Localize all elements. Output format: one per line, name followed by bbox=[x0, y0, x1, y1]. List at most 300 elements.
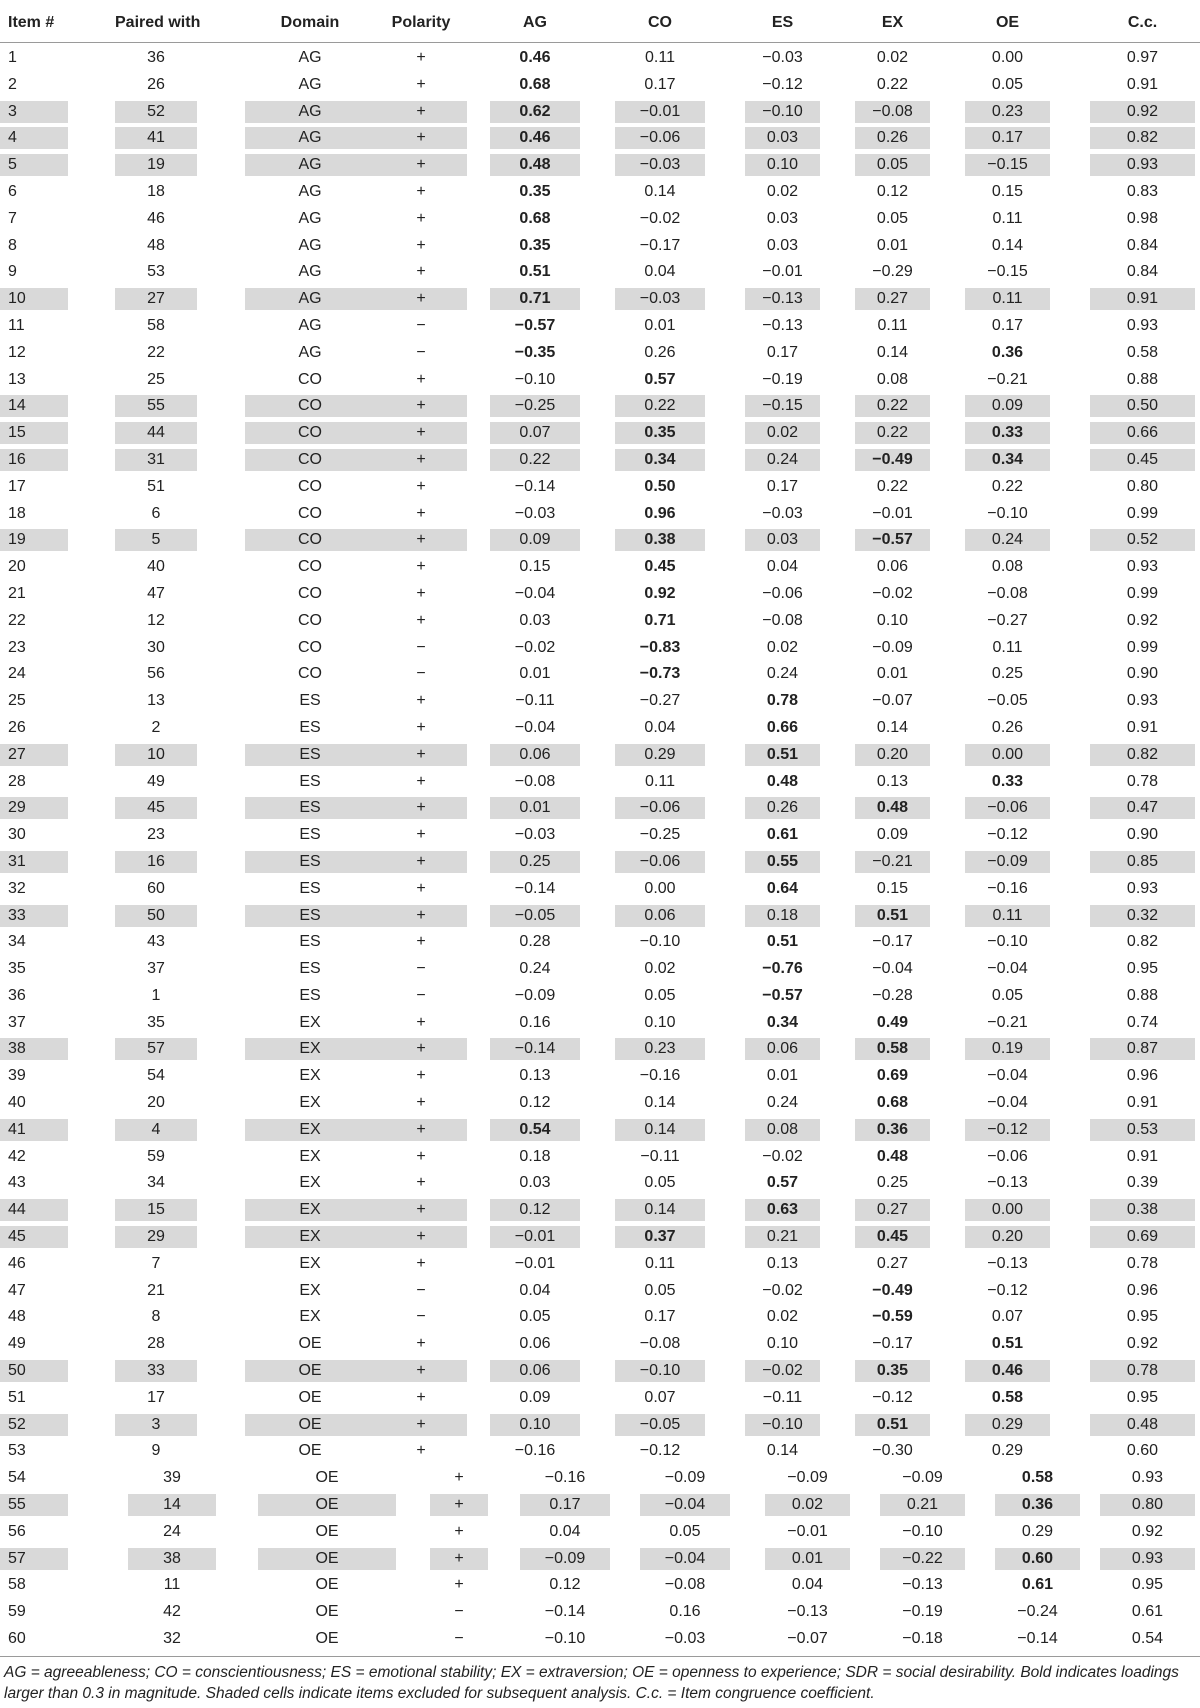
cell-es: −0.06 bbox=[762, 584, 803, 602]
cell-co: 0.92 bbox=[644, 584, 676, 602]
cell-domain: OE bbox=[245, 1414, 375, 1436]
cell-paired: 47 bbox=[147, 584, 165, 602]
cell-item: 58 bbox=[8, 1576, 26, 1594]
cell-oe: 0.33 bbox=[965, 422, 1050, 444]
cell-ex: 0.11 bbox=[877, 316, 908, 334]
cell-domain: EX bbox=[245, 1119, 375, 1141]
cell-polarity: + bbox=[416, 611, 426, 629]
table-row bbox=[0, 1490, 1200, 1517]
cell-co: −0.17 bbox=[639, 236, 681, 254]
cell-item: 24 bbox=[8, 665, 26, 683]
cell-domain: AG bbox=[298, 236, 322, 254]
cell-oe: −0.09 bbox=[965, 851, 1050, 873]
cell-domain: AG bbox=[298, 209, 322, 227]
cell-ex: 0.14 bbox=[876, 343, 909, 361]
cell-item: 37 bbox=[8, 1013, 26, 1031]
cell-paired: 41 bbox=[115, 127, 197, 149]
cell-ag: −0.09 bbox=[514, 986, 556, 1004]
cell-ag: −0.10 bbox=[514, 370, 556, 388]
cell-ex: 0.68 bbox=[876, 1094, 909, 1112]
cell-ag: 0.09 bbox=[519, 1388, 551, 1406]
cell-polarity: + bbox=[416, 370, 426, 388]
table-row bbox=[0, 1517, 1200, 1544]
cell-item: 9 bbox=[8, 263, 17, 281]
cell-cc: 0.38 bbox=[1090, 1199, 1195, 1221]
cell-oe: 0.22 bbox=[991, 477, 1024, 495]
cell-item: 5 bbox=[0, 154, 68, 176]
cell-cc: 0.60 bbox=[1126, 1442, 1159, 1460]
cell-oe: −0.15 bbox=[987, 263, 1028, 281]
cell-ag: 0.62 bbox=[490, 101, 580, 123]
header-item: Item # bbox=[8, 14, 55, 31]
cell-item: 18 bbox=[8, 504, 26, 522]
cell-ag: −0.05 bbox=[490, 905, 580, 927]
cell-ex: −0.28 bbox=[872, 986, 913, 1004]
cell-domain: AG bbox=[245, 127, 375, 149]
cell-ex: −0.30 bbox=[872, 1442, 913, 1460]
cell-es: −0.11 bbox=[762, 1388, 803, 1406]
cell-cc: 0.99 bbox=[1126, 504, 1159, 522]
cell-ag: −0.03 bbox=[514, 504, 556, 522]
cell-cc: 0.85 bbox=[1090, 851, 1195, 873]
cell-es: −0.13 bbox=[762, 316, 803, 334]
table-row bbox=[0, 97, 1200, 124]
cell-oe: −0.10 bbox=[987, 933, 1028, 951]
cell-co: 0.14 bbox=[644, 182, 676, 200]
cell-domain: OE bbox=[315, 1522, 339, 1540]
cell-paired: 59 bbox=[147, 1147, 165, 1165]
cell-polarity: − bbox=[454, 1630, 464, 1648]
cell-co: 0.96 bbox=[644, 504, 676, 522]
cell-cc: 0.45 bbox=[1090, 449, 1195, 471]
cell-paired: 56 bbox=[147, 665, 165, 683]
cell-co: 0.04 bbox=[644, 263, 676, 281]
cell-item: 59 bbox=[8, 1603, 26, 1621]
cell-paired: 52 bbox=[115, 101, 197, 123]
table-row bbox=[0, 70, 1200, 97]
cell-co: −0.03 bbox=[615, 154, 705, 176]
cell-polarity: + bbox=[375, 422, 467, 444]
cell-cc: 0.91 bbox=[1090, 288, 1195, 310]
table-row bbox=[0, 1570, 1200, 1597]
cell-co: −0.09 bbox=[664, 1469, 706, 1487]
cell-es: 0.03 bbox=[766, 236, 799, 254]
cell-domain: OE bbox=[298, 1388, 322, 1406]
cell-item: 21 bbox=[8, 584, 26, 602]
cell-item: 42 bbox=[8, 1147, 26, 1165]
cell-polarity: + bbox=[416, 879, 426, 897]
cell-polarity: + bbox=[375, 1226, 467, 1248]
cell-item: 2 bbox=[8, 75, 17, 93]
cell-ex: 0.22 bbox=[876, 477, 909, 495]
cell-co: 0.34 bbox=[615, 449, 705, 471]
cell-item: 23 bbox=[8, 638, 26, 656]
cell-ex: 0.22 bbox=[876, 75, 909, 93]
cell-co: 0.11 bbox=[645, 49, 675, 66]
cell-ag: −0.14 bbox=[514, 477, 556, 495]
cell-domain: AG bbox=[298, 316, 322, 334]
cell-domain: EX bbox=[245, 1038, 375, 1060]
cell-ex: 0.48 bbox=[876, 1147, 909, 1165]
cell-ex: 0.10 bbox=[876, 611, 909, 629]
cell-domain: CO bbox=[298, 558, 322, 576]
cell-domain: ES bbox=[245, 851, 375, 873]
cell-co: −0.04 bbox=[640, 1548, 730, 1570]
cell-co: −0.06 bbox=[615, 797, 705, 819]
cell-oe: 0.07 bbox=[991, 1308, 1024, 1326]
cell-es: 0.03 bbox=[745, 529, 820, 551]
cell-es: 0.17 bbox=[766, 343, 799, 361]
cell-cc: 0.83 bbox=[1126, 182, 1159, 200]
cell-paired: 6 bbox=[151, 504, 161, 522]
cell-ex: 0.14 bbox=[876, 718, 909, 736]
cell-ex: 0.25 bbox=[876, 1174, 909, 1192]
cell-oe: 0.00 bbox=[991, 49, 1024, 66]
cell-es: 0.03 bbox=[745, 127, 820, 149]
cell-paired: 32 bbox=[163, 1630, 181, 1648]
cell-item: 32 bbox=[8, 879, 26, 897]
cell-ag: 0.51 bbox=[519, 263, 551, 281]
table-row bbox=[0, 1597, 1200, 1624]
cell-ag: 0.01 bbox=[490, 797, 580, 819]
cell-oe: 0.11 bbox=[965, 905, 1050, 927]
cell-es: 0.57 bbox=[766, 1174, 799, 1192]
cell-ex: −0.01 bbox=[872, 504, 913, 522]
cell-item: 39 bbox=[8, 1067, 26, 1085]
cell-polarity: + bbox=[416, 263, 426, 281]
cell-ag: 0.24 bbox=[519, 960, 551, 978]
cell-cc: 0.95 bbox=[1126, 1308, 1159, 1326]
cell-ag: −0.16 bbox=[514, 1442, 556, 1460]
cell-ag: −0.11 bbox=[515, 692, 555, 710]
cell-ag: 0.06 bbox=[490, 744, 580, 766]
cell-oe: −0.14 bbox=[1017, 1630, 1058, 1648]
table-row bbox=[0, 713, 1200, 740]
cell-ag: −0.14 bbox=[514, 879, 556, 897]
cell-cc: 0.88 bbox=[1126, 370, 1159, 388]
table-row bbox=[0, 43, 1200, 70]
cell-ag: −0.04 bbox=[514, 718, 556, 736]
cell-paired: 15 bbox=[115, 1199, 197, 1221]
cell-ex: 0.26 bbox=[855, 127, 930, 149]
cell-domain: CO bbox=[298, 504, 322, 522]
cell-es: 0.21 bbox=[745, 1226, 820, 1248]
cell-polarity: + bbox=[416, 1174, 426, 1192]
cell-es: −0.13 bbox=[787, 1603, 828, 1621]
cell-es: 0.34 bbox=[766, 1013, 799, 1031]
cell-cc: 0.98 bbox=[1126, 209, 1159, 227]
cell-paired: 11 bbox=[163, 1576, 181, 1594]
cell-ex: −0.10 bbox=[902, 1522, 943, 1540]
cell-polarity: + bbox=[430, 1494, 488, 1516]
cell-polarity: + bbox=[416, 933, 426, 951]
cell-co: 0.04 bbox=[644, 718, 676, 736]
table-body bbox=[0, 43, 1200, 1651]
cell-item: 14 bbox=[0, 395, 68, 417]
cell-oe: 0.08 bbox=[991, 558, 1024, 576]
cell-polarity: + bbox=[375, 1414, 467, 1436]
header-oe: OE bbox=[995, 14, 1020, 31]
cell-domain: ES bbox=[299, 986, 321, 1004]
cell-cc: 0.93 bbox=[1126, 692, 1159, 710]
cell-paired: 28 bbox=[147, 1335, 165, 1353]
cell-ag: −0.08 bbox=[514, 772, 556, 790]
cell-item: 54 bbox=[8, 1469, 26, 1487]
cell-es: 0.13 bbox=[766, 1254, 799, 1272]
table-row bbox=[0, 1624, 1200, 1651]
cell-co: 0.17 bbox=[644, 75, 676, 93]
cell-ag: −0.01 bbox=[490, 1226, 580, 1248]
cell-oe: −0.04 bbox=[987, 1094, 1028, 1112]
table-row bbox=[0, 579, 1200, 606]
cell-paired: 22 bbox=[147, 343, 165, 361]
cell-co: 0.05 bbox=[644, 986, 676, 1004]
table-row bbox=[0, 338, 1200, 365]
cell-polarity: + bbox=[416, 1013, 426, 1031]
table-row bbox=[0, 1034, 1200, 1061]
cell-domain: OE bbox=[315, 1469, 339, 1487]
cell-co: −0.16 bbox=[639, 1067, 681, 1085]
table-header-row bbox=[0, 0, 1200, 43]
cell-co: 0.71 bbox=[644, 611, 676, 629]
cell-es: 0.55 bbox=[745, 851, 820, 873]
cell-domain: OE bbox=[298, 1335, 322, 1353]
cell-ag: 0.68 bbox=[519, 209, 551, 227]
bottom-rule bbox=[0, 1656, 1200, 1657]
cell-domain: CO bbox=[245, 449, 375, 471]
cell-polarity: + bbox=[375, 154, 467, 176]
cell-oe: −0.13 bbox=[987, 1254, 1028, 1272]
cell-cc: 0.58 bbox=[1126, 343, 1159, 361]
cell-polarity: + bbox=[375, 529, 467, 551]
cell-es: −0.15 bbox=[745, 395, 820, 417]
table-row bbox=[0, 1410, 1200, 1437]
cell-domain: OE bbox=[258, 1494, 396, 1516]
cell-ag: 0.04 bbox=[549, 1522, 581, 1540]
header-domain: Domain bbox=[280, 14, 340, 31]
cell-co: 0.00 bbox=[644, 879, 676, 897]
cell-es: 0.01 bbox=[766, 1067, 799, 1085]
cell-es: 0.04 bbox=[791, 1576, 824, 1594]
cell-polarity: + bbox=[416, 1147, 426, 1165]
cell-ag: −0.16 bbox=[544, 1469, 586, 1487]
cell-polarity: + bbox=[416, 1442, 426, 1460]
table-row bbox=[0, 767, 1200, 794]
cell-item: 13 bbox=[8, 370, 26, 388]
table-row bbox=[0, 123, 1200, 150]
table-row bbox=[0, 633, 1200, 660]
cell-item: 19 bbox=[0, 529, 68, 551]
cell-polarity: + bbox=[416, 692, 426, 710]
cell-domain: EX bbox=[245, 1226, 375, 1248]
cell-cc: 0.97 bbox=[1126, 49, 1159, 66]
cell-ag: 0.17 bbox=[520, 1494, 610, 1516]
cell-item: 51 bbox=[8, 1388, 26, 1406]
table-footnote: AG = agreeableness; CO = conscientiousness; ES = emotional stability; EX = extraversion; OE = openness to experience; SDR = social desirability. Bold indicates loadings larger than 0.3 in magnitude. Shaded cells indicate items excluded for subsequent analysis. C.c. = Item congruence coefficient. bbox=[4, 1664, 1179, 1702]
cell-domain: CO bbox=[298, 477, 322, 495]
cell-es: −0.03 bbox=[762, 504, 803, 522]
cell-item: 29 bbox=[0, 797, 68, 819]
cell-item: 6 bbox=[8, 182, 17, 200]
cell-ex: −0.49 bbox=[855, 449, 930, 471]
cell-es: 0.03 bbox=[766, 209, 799, 227]
table-row bbox=[0, 499, 1200, 526]
cell-polarity: + bbox=[375, 127, 467, 149]
cell-cc: 0.47 bbox=[1090, 797, 1195, 819]
cell-es: 0.02 bbox=[766, 1308, 799, 1326]
cell-oe: 0.14 bbox=[991, 236, 1024, 254]
cell-es: 0.51 bbox=[745, 744, 820, 766]
cell-domain: AG bbox=[298, 343, 322, 361]
cell-domain: AG bbox=[245, 101, 375, 123]
cell-ag: 0.01 bbox=[519, 665, 551, 683]
cell-paired: 19 bbox=[115, 154, 197, 176]
cell-domain: ES bbox=[299, 772, 321, 790]
table-row bbox=[0, 1436, 1200, 1463]
cell-polarity: + bbox=[416, 182, 426, 200]
cell-oe: −0.21 bbox=[987, 1013, 1028, 1031]
cell-paired: 2 bbox=[151, 718, 161, 736]
cell-ex: −0.21 bbox=[855, 851, 930, 873]
cell-co: −0.10 bbox=[639, 933, 681, 951]
cell-es: 0.24 bbox=[766, 1094, 799, 1112]
cell-polarity: − bbox=[416, 960, 426, 978]
cell-co: 0.50 bbox=[644, 477, 676, 495]
cell-domain: AG bbox=[245, 288, 375, 310]
table-row bbox=[0, 257, 1200, 284]
cell-co: −0.12 bbox=[639, 1442, 681, 1460]
cell-co: 0.17 bbox=[644, 1308, 676, 1326]
cell-domain: CO bbox=[245, 422, 375, 444]
cell-cc: 0.96 bbox=[1126, 1281, 1159, 1299]
cell-ag: 0.12 bbox=[549, 1576, 581, 1594]
cell-cc: 0.74 bbox=[1126, 1013, 1159, 1031]
cell-oe: 0.09 bbox=[965, 395, 1050, 417]
cell-es: 0.48 bbox=[766, 772, 799, 790]
cell-ag: 0.48 bbox=[490, 154, 580, 176]
cell-co: −0.03 bbox=[664, 1630, 706, 1648]
cell-ag: 0.03 bbox=[519, 1174, 551, 1192]
cell-ex: −0.09 bbox=[902, 1469, 943, 1487]
cell-oe: 0.11 bbox=[965, 288, 1050, 310]
cell-cc: 0.93 bbox=[1131, 1469, 1164, 1487]
cell-ex: 0.27 bbox=[855, 1199, 930, 1221]
cell-domain: OE bbox=[245, 1360, 375, 1382]
cell-co: 0.45 bbox=[644, 558, 676, 576]
cell-item: 60 bbox=[8, 1630, 26, 1648]
cell-domain: ES bbox=[245, 744, 375, 766]
cell-domain: CO bbox=[298, 611, 322, 629]
cell-paired: 43 bbox=[147, 933, 165, 951]
cell-ex: −0.17 bbox=[872, 1335, 913, 1353]
cell-oe: −0.10 bbox=[987, 504, 1028, 522]
cell-domain: CO bbox=[298, 370, 322, 388]
cell-domain: ES bbox=[299, 933, 321, 951]
cell-polarity: + bbox=[375, 905, 467, 927]
cell-domain: OE bbox=[258, 1548, 396, 1570]
cell-ex: −0.12 bbox=[872, 1388, 913, 1406]
cell-paired: 24 bbox=[163, 1522, 181, 1540]
cell-item: 11 bbox=[8, 316, 25, 334]
table-row bbox=[0, 981, 1200, 1008]
cell-ag: −0.14 bbox=[544, 1603, 586, 1621]
cell-cc: 0.93 bbox=[1100, 1548, 1195, 1570]
cell-paired: 51 bbox=[147, 477, 165, 495]
table-row bbox=[0, 177, 1200, 204]
table-row bbox=[0, 1195, 1200, 1222]
cell-cc: 0.92 bbox=[1090, 101, 1195, 123]
cell-paired: 58 bbox=[147, 316, 165, 334]
cell-ex: −0.17 bbox=[872, 933, 913, 951]
cell-domain: AG bbox=[298, 182, 322, 200]
cell-es: 0.02 bbox=[766, 638, 799, 656]
cell-ex: −0.59 bbox=[872, 1308, 913, 1326]
cell-polarity: + bbox=[416, 1254, 426, 1272]
cell-paired: 50 bbox=[115, 905, 197, 927]
cell-ex: −0.18 bbox=[902, 1630, 943, 1648]
cell-paired: 53 bbox=[147, 263, 165, 281]
cell-es: 0.24 bbox=[745, 449, 820, 471]
cell-domain: OE bbox=[315, 1603, 339, 1621]
cell-polarity: − bbox=[416, 986, 426, 1004]
cell-domain: EX bbox=[299, 1174, 321, 1192]
cell-item: 20 bbox=[8, 558, 26, 576]
cell-domain: OE bbox=[298, 1442, 322, 1460]
cell-cc: 0.91 bbox=[1126, 718, 1159, 736]
cell-polarity: + bbox=[375, 1360, 467, 1382]
cell-ag: 0.13 bbox=[519, 1067, 551, 1085]
cell-polarity: + bbox=[375, 851, 467, 873]
cell-ex: 0.08 bbox=[876, 370, 909, 388]
cell-ex: 0.27 bbox=[876, 1254, 909, 1272]
cell-paired: 12 bbox=[147, 611, 165, 629]
cell-item: 27 bbox=[0, 744, 68, 766]
cell-es: 0.10 bbox=[745, 154, 820, 176]
cell-cc: 0.82 bbox=[1090, 744, 1195, 766]
cell-paired: 18 bbox=[147, 182, 165, 200]
cell-polarity: + bbox=[375, 1038, 467, 1060]
table-row bbox=[0, 874, 1200, 901]
cell-cc: 0.92 bbox=[1131, 1522, 1164, 1540]
cell-oe: 0.17 bbox=[965, 127, 1050, 149]
cell-cc: 0.91 bbox=[1126, 75, 1159, 93]
header-polarity: Polarity bbox=[391, 14, 451, 31]
cell-polarity: + bbox=[375, 395, 467, 417]
cell-ag: 0.15 bbox=[519, 558, 551, 576]
table-row bbox=[0, 1276, 1200, 1303]
cell-es: 0.51 bbox=[766, 933, 799, 951]
cell-cc: 0.66 bbox=[1090, 422, 1195, 444]
cell-cc: 0.87 bbox=[1090, 1038, 1195, 1060]
cell-domain: CO bbox=[298, 584, 322, 602]
cell-cc: 0.90 bbox=[1126, 826, 1159, 844]
cell-cc: 0.80 bbox=[1100, 1494, 1195, 1516]
cell-item: 52 bbox=[0, 1414, 68, 1436]
cell-co: 0.05 bbox=[669, 1522, 701, 1540]
cell-polarity: + bbox=[416, 718, 426, 736]
cell-ag: −0.35 bbox=[514, 343, 556, 361]
cell-domain: AG bbox=[298, 75, 322, 93]
cell-polarity: + bbox=[454, 1469, 464, 1487]
cell-paired: 13 bbox=[147, 692, 165, 710]
cell-polarity: − bbox=[416, 665, 426, 683]
cell-polarity: + bbox=[430, 1548, 488, 1570]
cell-paired: 4 bbox=[115, 1119, 197, 1141]
cell-ex: −0.09 bbox=[872, 638, 913, 656]
cell-polarity: + bbox=[416, 209, 426, 227]
cell-co: 0.16 bbox=[669, 1603, 701, 1621]
cell-es: −0.10 bbox=[745, 1414, 820, 1436]
